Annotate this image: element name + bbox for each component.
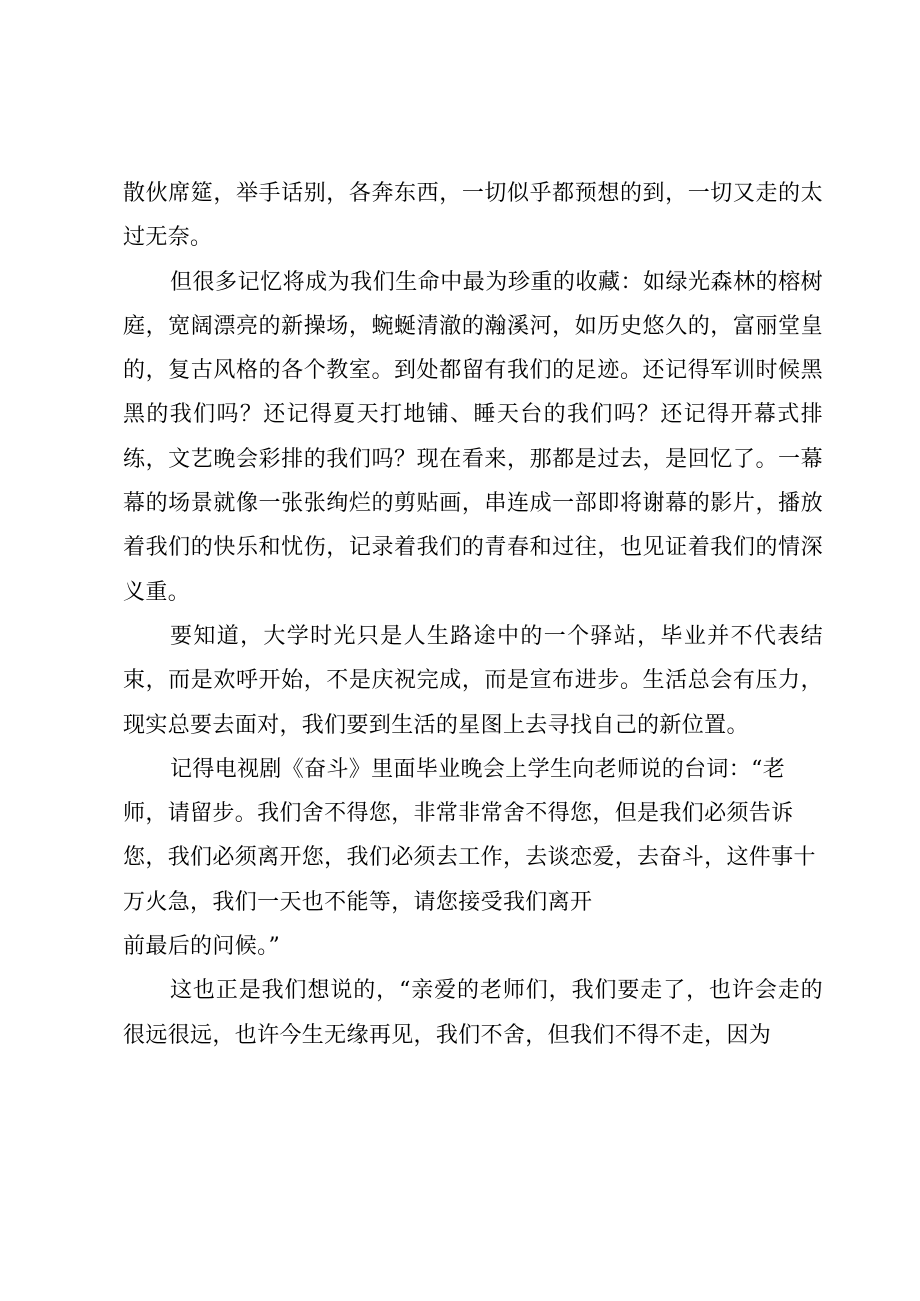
paragraph-3: 要知道，大学时光只是人生路途中的一个驿站，毕业并不代表结束，而是欢呼开始，不是庆祝完成，而是宣布进步。生活总会有压力，现实总要去面对，我们要到生活的星图上去寻找自己的新位置。 <box>123 623 823 738</box>
paragraph-4-continuation: 前最后的问候。” <box>123 934 281 960</box>
document-body <box>123 172 823 1058</box>
paragraph-5: 这也正是我们想说的，“亲爱的老师们，我们要走了，也许会走的很远很远，也许今生无缘再见，我们不舍，但我们不得不走，因为 <box>123 978 823 1048</box>
paragraph-4: 记得电视剧《奋斗》里面毕业晚会上学生向老师说的台词：“老师，请留步。我们舍不得您，非常非常舍不得您，但是我们必须告诉您，我们必须离开您，我们必须去工作，去谈恋爱，去奋斗，这件事十万火急，我们一天也不能等，请您接受我们离开 <box>123 756 816 915</box>
paragraph-2: 但很多记忆将成为我们生命中最为珍重的收藏：如绿光森林的榕树庭，宽阔漂亮的新操场，蜿蜒清澈的瀚溪河，如历史悠久的，富丽堂皇的，复古风格的各个教室。到处都留有我们的足迹。还记得军训时候黑黑的我们吗？还记得夏天打地铺、睡天台的我们吗？还记得开幕式排练，文艺晚会彩排的我们吗？现在看来，那都是过去，是回忆了。一幕幕的场景就像一张张绚烂的剪贴画，串连成一部即将谢幕的影片，播放着我们的快乐和忧伤，记录着我们的青春和过往，也见证着我们的情深义重。 <box>123 269 823 605</box>
paragraph-1: 散伙席筵，举手话别，各奔东西，一切似乎都预想的到，一切又走的太过无奈。 <box>123 181 823 251</box>
